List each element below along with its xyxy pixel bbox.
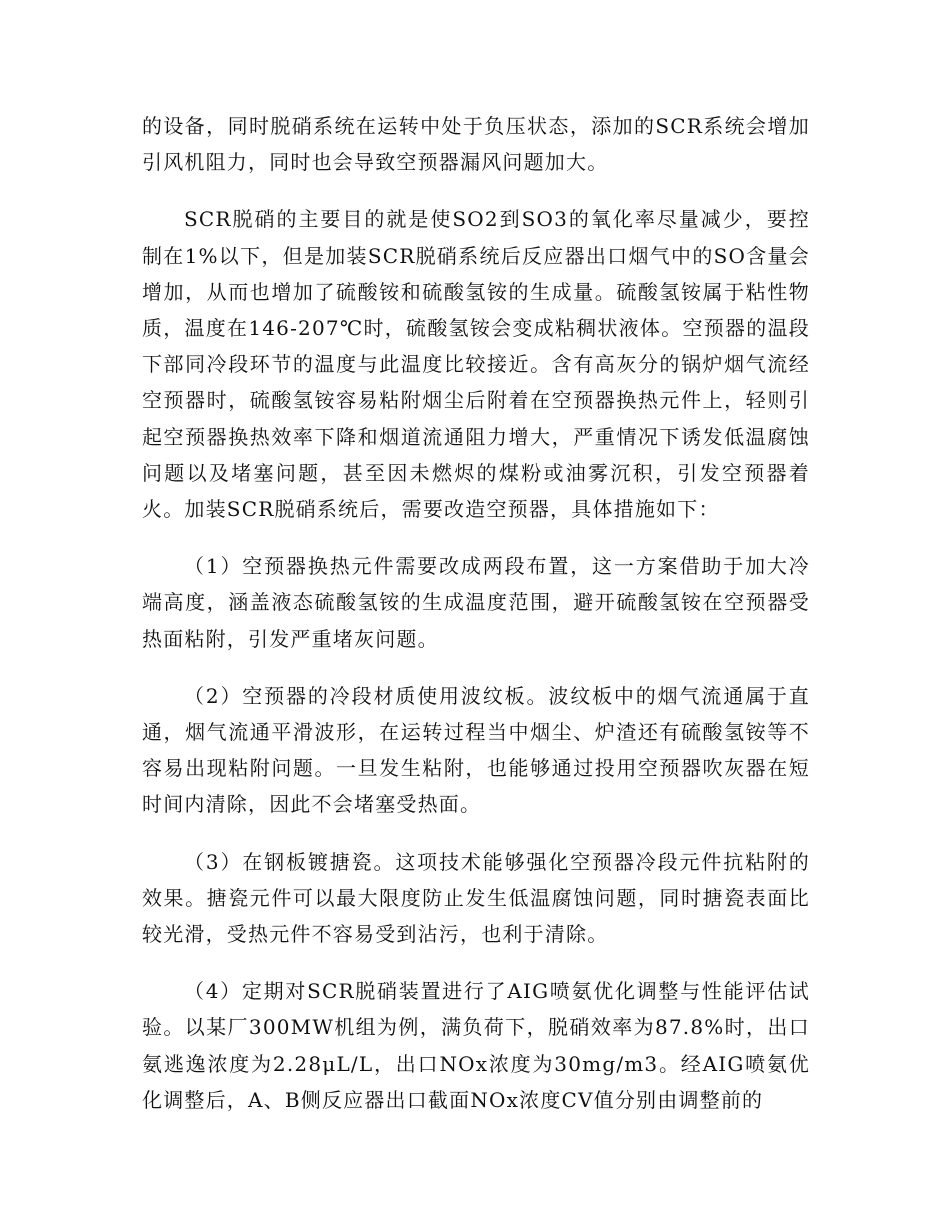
- paragraph-measure-1: （1）空预器换热元件需要改成两段布置，这一方案借助于加大冷端高度，涵盖液态硫酸氢铵的生成温度范围，避开硫酸氢铵在空预器受热面粘附，引发严重堵灰问题。: [142, 554, 810, 651]
- document-body: [142, 108, 810, 1139]
- paragraph-measure-4: （4）定期对SCR脱硝装置进行了AIG喷氨优化调整与性能评估试验。以某厂300MW机组为例，满负荷下，脱硝效率为87.8%时，出口氨逃逸浓度为2.28μL/L，出口NOx浓度为30mg/m3。经AIG喷氨优化调整后，A、B侧反应器出口截面NOx浓度CV值分别由调整前的: [142, 979, 810, 1112]
- paragraph-continuation: 的设备，同时脱硝系统在运转中处于负压状态，添加的SCR系统会增加引风机阻力，同时也会导致空预器漏风问题加大。: [142, 114, 810, 175]
- paragraph-measure-3: （3）在钢板镀搪瓷。这项技术能够强化空预器冷段元件抗粘附的效果。搪瓷元件可以最大限度防止发生低温腐蚀问题，同时搪瓷表面比较光滑，受热元件不容易受到沾污，也利于清除。: [142, 849, 810, 947]
- paragraph-measure-2: （2）空预器的冷段材质使用波纹板。波纹板中的烟气流通属于直通，烟气流通平滑波形，在运转过程当中烟尘、炉渣还有硫酸氢铵等不容易出现粘附问题。一旦发生粘附，也能够通过投用空预器吹灰器在短时间内清除，因此不会堵塞受热面。: [142, 683, 810, 817]
- paragraph-scr-denitration: SCR脱硝的主要目的就是使SO2到SO3的氧化率尽量减少，要控制在1%以下，但是加装SCR脱硝系统后反应器出口烟气中的SO含量会增加，从而也增加了硫酸铵和硫酸氢铵的生成量。硫酸氢铵属于粘性物质，温度在146-207℃时，硫酸氢铵会变成粘稠状液体。空预器的温段下部同冷段环节的温度与此温度比较接近。含有高灰分的锅炉烟气流经空预器时，硫酸氢铵容易粘附烟尘后附着在空预器换热元件上，轻则引起空预器换热效率下降和烟道流通阻力增大，严重情况下诱发低温腐蚀问题以及堵塞问题，甚至因未燃烬的煤粉或油雾沉积，引发空预器着火。加装SCR脱硝系统后，需要改造空预器，具体措施如下：: [142, 207, 810, 522]
